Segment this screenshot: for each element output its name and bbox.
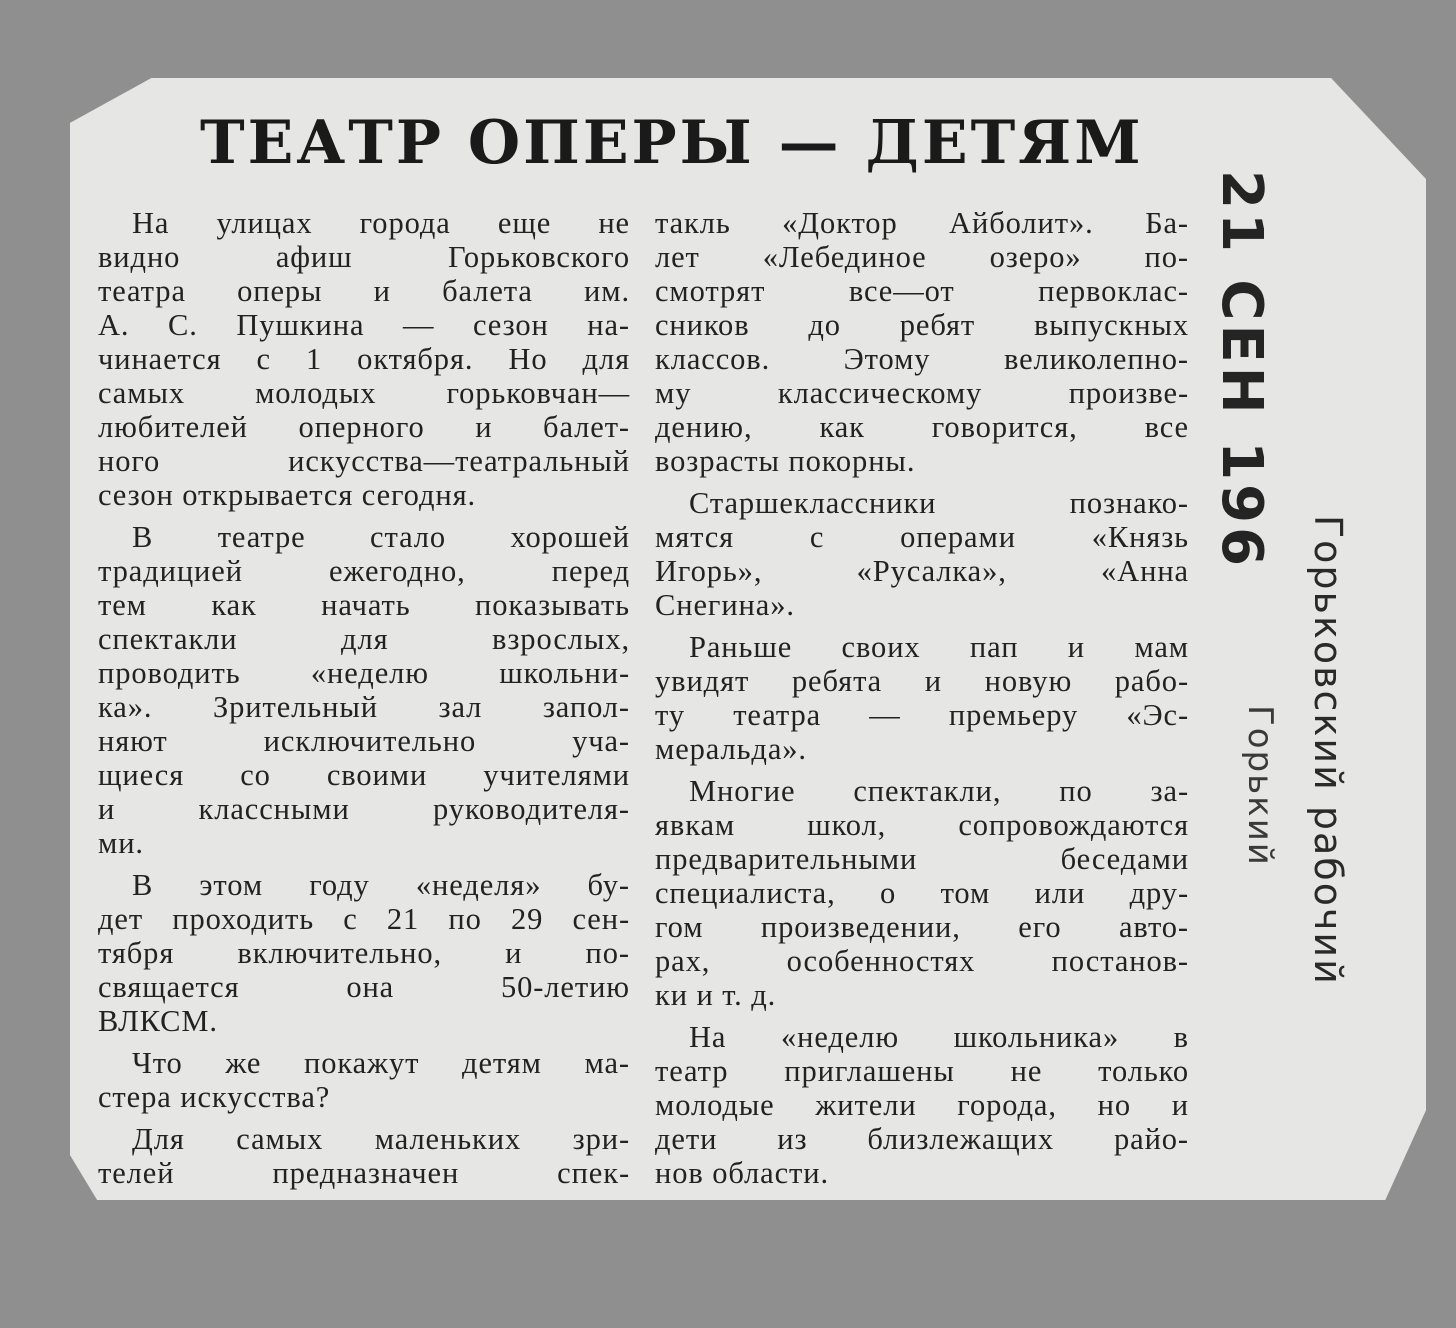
article-line: любителей оперного и балет- — [98, 410, 630, 444]
article-line: рах, особенностях постанов- — [655, 944, 1189, 978]
article-line: дети из близлежащих райо- — [655, 1122, 1189, 1156]
article-line: Многие спектакли, по за- — [689, 774, 1189, 808]
article-line: На улицах города еще не — [132, 206, 630, 240]
article-line: меральда». — [655, 732, 807, 766]
stamp-date: 21 СЕН 196 — [1209, 170, 1274, 571]
article-line: ту театра — премьеру «Эс- — [655, 698, 1189, 732]
article-line: проводить «неделю школьни- — [98, 656, 630, 690]
article-line: ка». Зрительный зал запол- — [98, 690, 630, 724]
article-line: такль «Доктор Айболит». Ба- — [655, 206, 1189, 240]
article-line: дению, как говорится, все — [655, 410, 1189, 444]
article-title: ТЕАТР ОПЕРЫ — ДЕТЯМ — [200, 108, 1144, 178]
article-line: щиеся со своими учителями — [98, 758, 630, 792]
article-line: му классическому произве- — [655, 376, 1189, 410]
article-line: ВЛКСМ. — [98, 1004, 218, 1038]
stamp-city: Горький — [1240, 705, 1280, 867]
article-line: стера искусства? — [98, 1080, 331, 1114]
stamp-newspaper-name: Горьковский рабочий — [1306, 515, 1350, 986]
article-line: гом произведении, его авто- — [655, 910, 1189, 944]
article-line: тем как начать показывать — [98, 588, 630, 622]
article-line: В театре стало хорошей — [132, 520, 630, 554]
article-line: Игорь», «Русалка», «Анна — [655, 554, 1189, 588]
article-line: дет проходить с 21 по 29 сен- — [98, 902, 630, 936]
article-line: специалиста, о том или дру- — [655, 876, 1189, 910]
article-line: телей предназначен спек- — [98, 1156, 630, 1190]
article-line: ми. — [98, 826, 144, 860]
article-line: В этом году «неделя» бу- — [132, 868, 630, 902]
article-line: и классными руководителя- — [98, 792, 630, 826]
article-line: мятся с операми «Князь — [655, 520, 1189, 554]
article-line: Раньше своих пап и мам — [689, 630, 1189, 664]
article-line: предварительными беседами — [655, 842, 1189, 876]
article-left-column — [98, 206, 630, 1190]
article-line: классов. Этому великолепно- — [655, 342, 1189, 376]
article-line: ки и т. д. — [655, 978, 777, 1012]
article-line: Старшеклассники познако- — [689, 486, 1189, 520]
article-line: увидят ребята и новую рабо- — [655, 664, 1189, 698]
article-line: театр приглашены не только — [655, 1054, 1189, 1088]
article-line: традицией ежегодно, перед — [98, 554, 630, 588]
article-line: Для самых маленьких зри- — [132, 1122, 630, 1156]
article-line: молодые жители города, но и — [655, 1088, 1189, 1122]
article-line: сников до ребят выпускных — [655, 308, 1189, 342]
article-line: нов области. — [655, 1156, 829, 1190]
article-line: ного искусства—театральный — [98, 444, 630, 478]
article-line: самых молодых горьковчан— — [98, 376, 630, 410]
article-line: А. С. Пушкина — сезон на- — [98, 308, 630, 342]
article-line: свящается она 50-летию — [98, 970, 630, 1004]
article-line: смотрят все—от первоклас- — [655, 274, 1189, 308]
article-line: тября включительно, и по- — [98, 936, 630, 970]
article-line: Что же покажут детям ма- — [132, 1046, 630, 1080]
article-line: спектакли для взрослых, — [98, 622, 630, 656]
article-line: явкам школ, сопровождаются — [655, 808, 1189, 842]
article-line: видно афиш Горьковского — [98, 240, 630, 274]
article-line: На «неделю школьника» в — [689, 1020, 1189, 1054]
article-line: возрасты покорны. — [655, 444, 916, 478]
article-line: театра оперы и балета им. — [98, 274, 630, 308]
article-right-column — [655, 206, 1189, 1190]
article-line: няют исключительно уча- — [98, 724, 630, 758]
article-line: чинается с 1 октября. Но для — [98, 342, 630, 376]
article-line: лет «Лебединое озеро» по- — [655, 240, 1189, 274]
article-line: сезон открывается сегодня. — [98, 478, 477, 512]
article-line: Снегина». — [655, 588, 795, 622]
